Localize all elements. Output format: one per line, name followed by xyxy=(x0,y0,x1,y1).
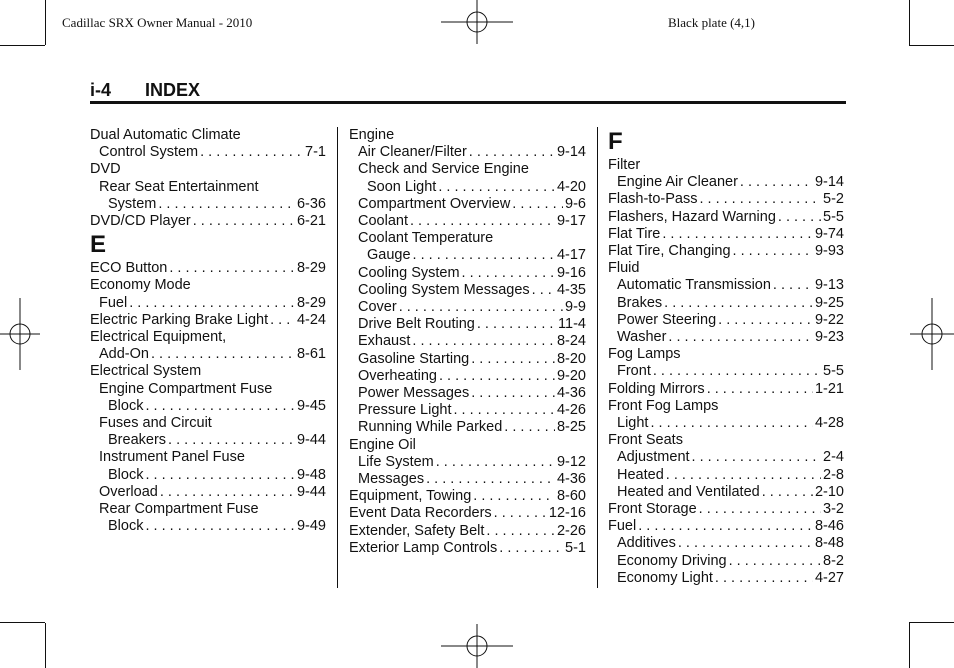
index-term: Compartment Overview xyxy=(358,195,511,212)
leader-dots xyxy=(662,226,813,243)
leader-dots xyxy=(200,144,303,161)
index-term: Engine xyxy=(349,127,395,143)
page-reference: 8-48 xyxy=(814,535,844,552)
page-reference: 9-13 xyxy=(814,277,844,294)
index-entry xyxy=(90,312,326,329)
leader-dots xyxy=(473,488,555,505)
index-term: Life System xyxy=(358,453,434,470)
page-reference: 4-35 xyxy=(556,281,586,298)
index-term: Coolant xyxy=(358,213,408,230)
leader-dots xyxy=(471,385,555,402)
index-entry xyxy=(349,385,586,402)
page-title: INDEX xyxy=(145,80,201,100)
page-reference: 1-21 xyxy=(814,380,844,397)
index-entry xyxy=(349,540,586,557)
index-term: Exhaust xyxy=(358,333,411,350)
page-reference: 9-23 xyxy=(814,329,844,346)
page-reference: 8-60 xyxy=(556,488,586,505)
index-term: Light xyxy=(617,415,649,432)
index-entry xyxy=(349,282,586,299)
index-entry xyxy=(349,523,586,540)
index-term: Rear Compartment Fuse xyxy=(99,501,259,518)
leader-dots xyxy=(666,467,821,484)
index-column-3 xyxy=(608,127,844,587)
index-entry xyxy=(90,144,326,161)
index-entry xyxy=(608,381,844,398)
leader-dots xyxy=(512,196,563,213)
leader-dots xyxy=(412,333,555,350)
index-entry xyxy=(90,518,326,535)
page-reference: 4-36 xyxy=(556,385,586,402)
index-entry xyxy=(349,402,586,419)
index-term: Front Fog Lamps xyxy=(608,397,719,414)
index-entry xyxy=(608,295,844,312)
index-term: Power Messages xyxy=(358,385,470,402)
index-entry xyxy=(608,329,844,346)
leader-dots xyxy=(762,484,813,501)
index-term: Fog Lamps xyxy=(608,346,681,363)
page-reference: 9-45 xyxy=(296,397,326,414)
index-term: Pressure Light xyxy=(358,402,452,419)
page-reference: 9-20 xyxy=(556,367,586,384)
column-divider xyxy=(597,127,598,588)
index-term: Front Seats xyxy=(608,432,683,449)
page-reference: 9-49 xyxy=(296,518,326,535)
page-reference: 4-20 xyxy=(556,178,586,195)
index-term: Engine Air Cleaner xyxy=(617,174,738,191)
index-term: Gauge xyxy=(367,247,411,264)
page-reference: 9-25 xyxy=(814,294,844,311)
page-reference: 5-2 xyxy=(823,191,844,208)
page-reference: 8-61 xyxy=(296,346,326,363)
page-reference: 6-21 xyxy=(296,213,326,230)
leader-dots xyxy=(436,454,555,471)
index-entry xyxy=(608,484,844,501)
index-term: Fuel xyxy=(99,294,128,311)
index-term: DVD/CD Player xyxy=(90,213,191,230)
index-term: Cover xyxy=(358,299,397,316)
index-term: Breakers xyxy=(108,432,167,449)
index-entry xyxy=(90,179,326,196)
page-reference: 8-25 xyxy=(556,419,586,436)
index-entry xyxy=(90,127,326,144)
page-reference: 11-4 xyxy=(558,316,586,333)
leader-dots xyxy=(129,295,295,312)
index-entry xyxy=(608,277,844,294)
leader-dots xyxy=(168,432,295,449)
index-term: Flat Tire, Changing xyxy=(608,243,731,260)
index-entry xyxy=(608,209,844,226)
index-entry xyxy=(349,161,586,178)
index-term: Electrical System xyxy=(90,363,202,380)
index-entry xyxy=(608,260,844,277)
leader-dots xyxy=(477,316,556,333)
index-entry xyxy=(349,144,586,161)
index-entry xyxy=(608,467,844,484)
leader-dots xyxy=(668,329,813,346)
index-term: Block xyxy=(108,518,144,535)
leader-dots xyxy=(145,467,295,484)
page-reference: 9-48 xyxy=(296,466,326,483)
page-reference: 9-12 xyxy=(556,453,586,470)
index-entry xyxy=(90,329,326,346)
leader-dots xyxy=(653,363,821,380)
page-reference: 9-93 xyxy=(814,243,844,260)
index-term: Drive Belt Routing xyxy=(358,316,475,333)
page-reference: 4-36 xyxy=(556,471,586,488)
index-term: Fuses and Circuit xyxy=(99,415,212,432)
index-term: Event Data Recorders xyxy=(349,505,492,522)
index-entry xyxy=(349,265,586,282)
page-reference: 8-2 xyxy=(823,552,844,569)
page-reference: 8-29 xyxy=(296,294,326,311)
header-rule xyxy=(90,101,846,104)
page-reference: 9-14 xyxy=(556,144,586,161)
index-term: Dual Automatic Climate xyxy=(90,127,241,143)
index-entry xyxy=(90,213,326,230)
index-column-1 xyxy=(90,127,326,535)
index-entry xyxy=(349,505,586,522)
index-entry xyxy=(90,432,326,449)
leader-dots xyxy=(699,501,821,518)
page-reference: 9-74 xyxy=(814,225,844,242)
page-reference: 6-36 xyxy=(296,195,326,212)
leader-dots xyxy=(707,381,813,398)
page-reference: 9-9 xyxy=(565,299,586,316)
leader-dots xyxy=(486,523,555,540)
index-entry xyxy=(608,312,844,329)
index-entry xyxy=(349,299,586,316)
index-entry xyxy=(608,363,844,380)
leader-dots xyxy=(499,540,563,557)
document-meta-title: Cadillac SRX Owner Manual - 2010 xyxy=(62,15,253,30)
leader-dots xyxy=(494,505,547,522)
index-entry xyxy=(349,230,586,247)
index-entry xyxy=(608,191,844,208)
index-term: Washer xyxy=(617,329,667,346)
index-term: Control System xyxy=(99,144,199,161)
index-term: Block xyxy=(108,397,144,414)
index-term: Electric Parking Brake Light xyxy=(90,311,269,328)
index-term: Check and Service Engine xyxy=(358,161,529,178)
leader-dots xyxy=(733,243,813,260)
page-reference: 9-16 xyxy=(556,264,586,281)
index-entry xyxy=(90,260,326,277)
leader-dots xyxy=(715,570,813,587)
index-entry xyxy=(349,247,586,264)
leader-dots xyxy=(678,535,813,552)
leader-dots xyxy=(532,282,555,299)
leader-dots xyxy=(471,351,555,368)
index-entry xyxy=(349,471,586,488)
index-entry xyxy=(608,415,844,432)
leader-dots xyxy=(169,260,295,277)
index-term: Equipment, Towing xyxy=(349,488,472,505)
index-entry xyxy=(90,501,326,518)
index-entry xyxy=(90,398,326,415)
index-entry xyxy=(90,196,326,213)
index-entry xyxy=(90,484,326,501)
index-term: DVD xyxy=(90,161,121,178)
page-reference: 5-5 xyxy=(823,208,844,225)
leader-dots xyxy=(413,247,555,264)
page-reference: 8-20 xyxy=(556,350,586,367)
leader-dots xyxy=(145,518,295,535)
index-term: Heated xyxy=(617,466,664,483)
page-reference: 9-44 xyxy=(296,483,326,500)
index-term: Brakes xyxy=(617,294,663,311)
leader-dots xyxy=(650,415,813,432)
index-term: Flat Tire xyxy=(608,225,661,242)
page-reference: 4-27 xyxy=(814,569,844,586)
index-term: Cooling System Messages xyxy=(358,281,530,298)
leader-dots xyxy=(160,484,295,501)
index-entry xyxy=(349,316,586,333)
page-reference: 9-6 xyxy=(565,195,586,212)
page-reference: 8-24 xyxy=(556,333,586,350)
index-term: ECO Button xyxy=(90,260,168,277)
index-term: Electrical Equipment, xyxy=(90,329,227,346)
index-entry xyxy=(90,363,326,380)
index-term: System xyxy=(108,195,157,212)
index-entry xyxy=(608,535,844,552)
index-term: Fluid xyxy=(608,260,640,277)
page-reference: 5-1 xyxy=(565,539,586,556)
section-letter: F xyxy=(608,128,623,155)
leader-dots xyxy=(692,449,821,466)
page-reference: 7-1 xyxy=(305,144,326,161)
index-term: Gasoline Starting xyxy=(358,350,470,367)
index-entry xyxy=(349,333,586,350)
index-entry xyxy=(349,213,586,230)
index-entry xyxy=(349,351,586,368)
index-entry xyxy=(349,368,586,385)
index-entry xyxy=(90,449,326,466)
leader-dots xyxy=(462,265,555,282)
index-term: Air Cleaner/Filter xyxy=(358,144,467,161)
index-entry xyxy=(90,381,326,398)
index-entry xyxy=(349,488,586,505)
index-term: Block xyxy=(108,466,144,483)
leader-dots xyxy=(193,213,295,230)
index-entry xyxy=(349,454,586,471)
page-reference: 9-17 xyxy=(556,213,586,230)
index-entry xyxy=(608,449,844,466)
page-number: i-4 xyxy=(90,80,112,100)
index-term: Cooling System xyxy=(358,264,460,281)
index-entry xyxy=(90,277,326,294)
leader-dots xyxy=(778,209,821,226)
leader-dots xyxy=(740,174,813,191)
index-term: Flashers, Hazard Warning xyxy=(608,208,776,225)
leader-dots xyxy=(151,346,295,363)
index-entry xyxy=(608,226,844,243)
index-term: Overheating xyxy=(358,367,437,384)
leader-dots xyxy=(638,518,813,535)
page-reference: 5-5 xyxy=(823,363,844,380)
page-reference: 9-14 xyxy=(814,174,844,191)
index-term: Add-On xyxy=(99,346,149,363)
page-reference: 4-26 xyxy=(556,402,586,419)
index-term: Front xyxy=(617,363,651,380)
leader-dots xyxy=(410,213,555,230)
page-reference: 8-29 xyxy=(296,260,326,277)
index-entry xyxy=(608,501,844,518)
index-term: Rear Seat Entertainment xyxy=(99,178,259,195)
page-reference: 2-10 xyxy=(814,483,844,500)
index-term: Economy Light xyxy=(617,569,713,586)
index-term: Heated and Ventilated xyxy=(617,483,760,500)
index-entry xyxy=(349,179,586,196)
index-term: Adjustment xyxy=(617,449,690,466)
index-term: Messages xyxy=(358,471,425,488)
leader-dots xyxy=(438,179,555,196)
index-term: Engine Compartment Fuse xyxy=(99,380,273,397)
leader-dots xyxy=(399,299,563,316)
leader-dots xyxy=(469,144,555,161)
index-term: Front Storage xyxy=(608,501,697,518)
index-term: Soon Light xyxy=(367,178,437,195)
index-entry xyxy=(349,437,586,454)
index-entry xyxy=(608,174,844,191)
page-reference: 4-28 xyxy=(814,415,844,432)
index-term: Coolant Temperature xyxy=(358,230,494,247)
index-term: Filter xyxy=(608,157,641,173)
leader-dots xyxy=(718,312,813,329)
index-term: Folding Mirrors xyxy=(608,380,705,397)
leader-dots xyxy=(773,277,813,294)
index-term: Flash-to-Pass xyxy=(608,191,698,208)
index-entry xyxy=(349,127,586,144)
leader-dots xyxy=(504,419,555,436)
index-term: Power Steering xyxy=(617,311,717,328)
page-reference: 2-26 xyxy=(556,522,586,539)
column-divider xyxy=(337,127,338,588)
page-reference: 2-4 xyxy=(823,449,844,466)
index-term: Exterior Lamp Controls xyxy=(349,539,498,556)
leader-dots xyxy=(664,295,813,312)
index-entry xyxy=(608,243,844,260)
leader-dots xyxy=(729,553,821,570)
index-term: Running While Parked xyxy=(358,419,503,436)
index-entry xyxy=(608,553,844,570)
leader-dots xyxy=(454,402,555,419)
index-term: Additives xyxy=(617,535,676,552)
index-entry xyxy=(90,415,326,432)
page-reference: 2-8 xyxy=(823,466,844,483)
page-reference: 9-22 xyxy=(814,311,844,328)
page-reference: 3-2 xyxy=(823,501,844,518)
index-entry xyxy=(608,346,844,363)
index-term: Extender, Safety Belt xyxy=(349,522,485,539)
leader-dots xyxy=(145,398,295,415)
index-term: Engine Oil xyxy=(349,436,416,453)
leader-dots xyxy=(158,196,295,213)
index-entry xyxy=(90,161,326,178)
index-term: Instrument Panel Fuse xyxy=(99,449,245,466)
page-reference: 12-16 xyxy=(548,505,586,522)
index-entry xyxy=(608,570,844,587)
index-term: Economy Mode xyxy=(90,277,191,294)
leader-dots xyxy=(426,471,555,488)
index-entry xyxy=(349,196,586,213)
leader-dots xyxy=(270,312,295,329)
index-entry xyxy=(608,157,844,174)
leader-dots xyxy=(439,368,555,385)
page-reference: 4-24 xyxy=(296,311,326,328)
index-entry xyxy=(90,467,326,484)
index-entry xyxy=(90,295,326,312)
index-column-2 xyxy=(349,127,586,557)
page-reference: 8-46 xyxy=(814,518,844,535)
index-entry xyxy=(608,398,844,415)
index-entry xyxy=(90,346,326,363)
index-term: Automatic Transmission xyxy=(617,277,771,294)
index-term: Economy Driving xyxy=(617,552,727,569)
page-reference: 4-17 xyxy=(556,247,586,264)
index-entry xyxy=(608,432,844,449)
index-term: Fuel xyxy=(608,518,637,535)
index-entry xyxy=(349,419,586,436)
leader-dots xyxy=(699,191,821,208)
index-entry xyxy=(608,518,844,535)
page-reference: 9-44 xyxy=(296,432,326,449)
plate-info: Black plate (4,1) xyxy=(668,15,755,30)
index-term: Overload xyxy=(99,483,158,500)
section-letter: E xyxy=(90,231,107,259)
